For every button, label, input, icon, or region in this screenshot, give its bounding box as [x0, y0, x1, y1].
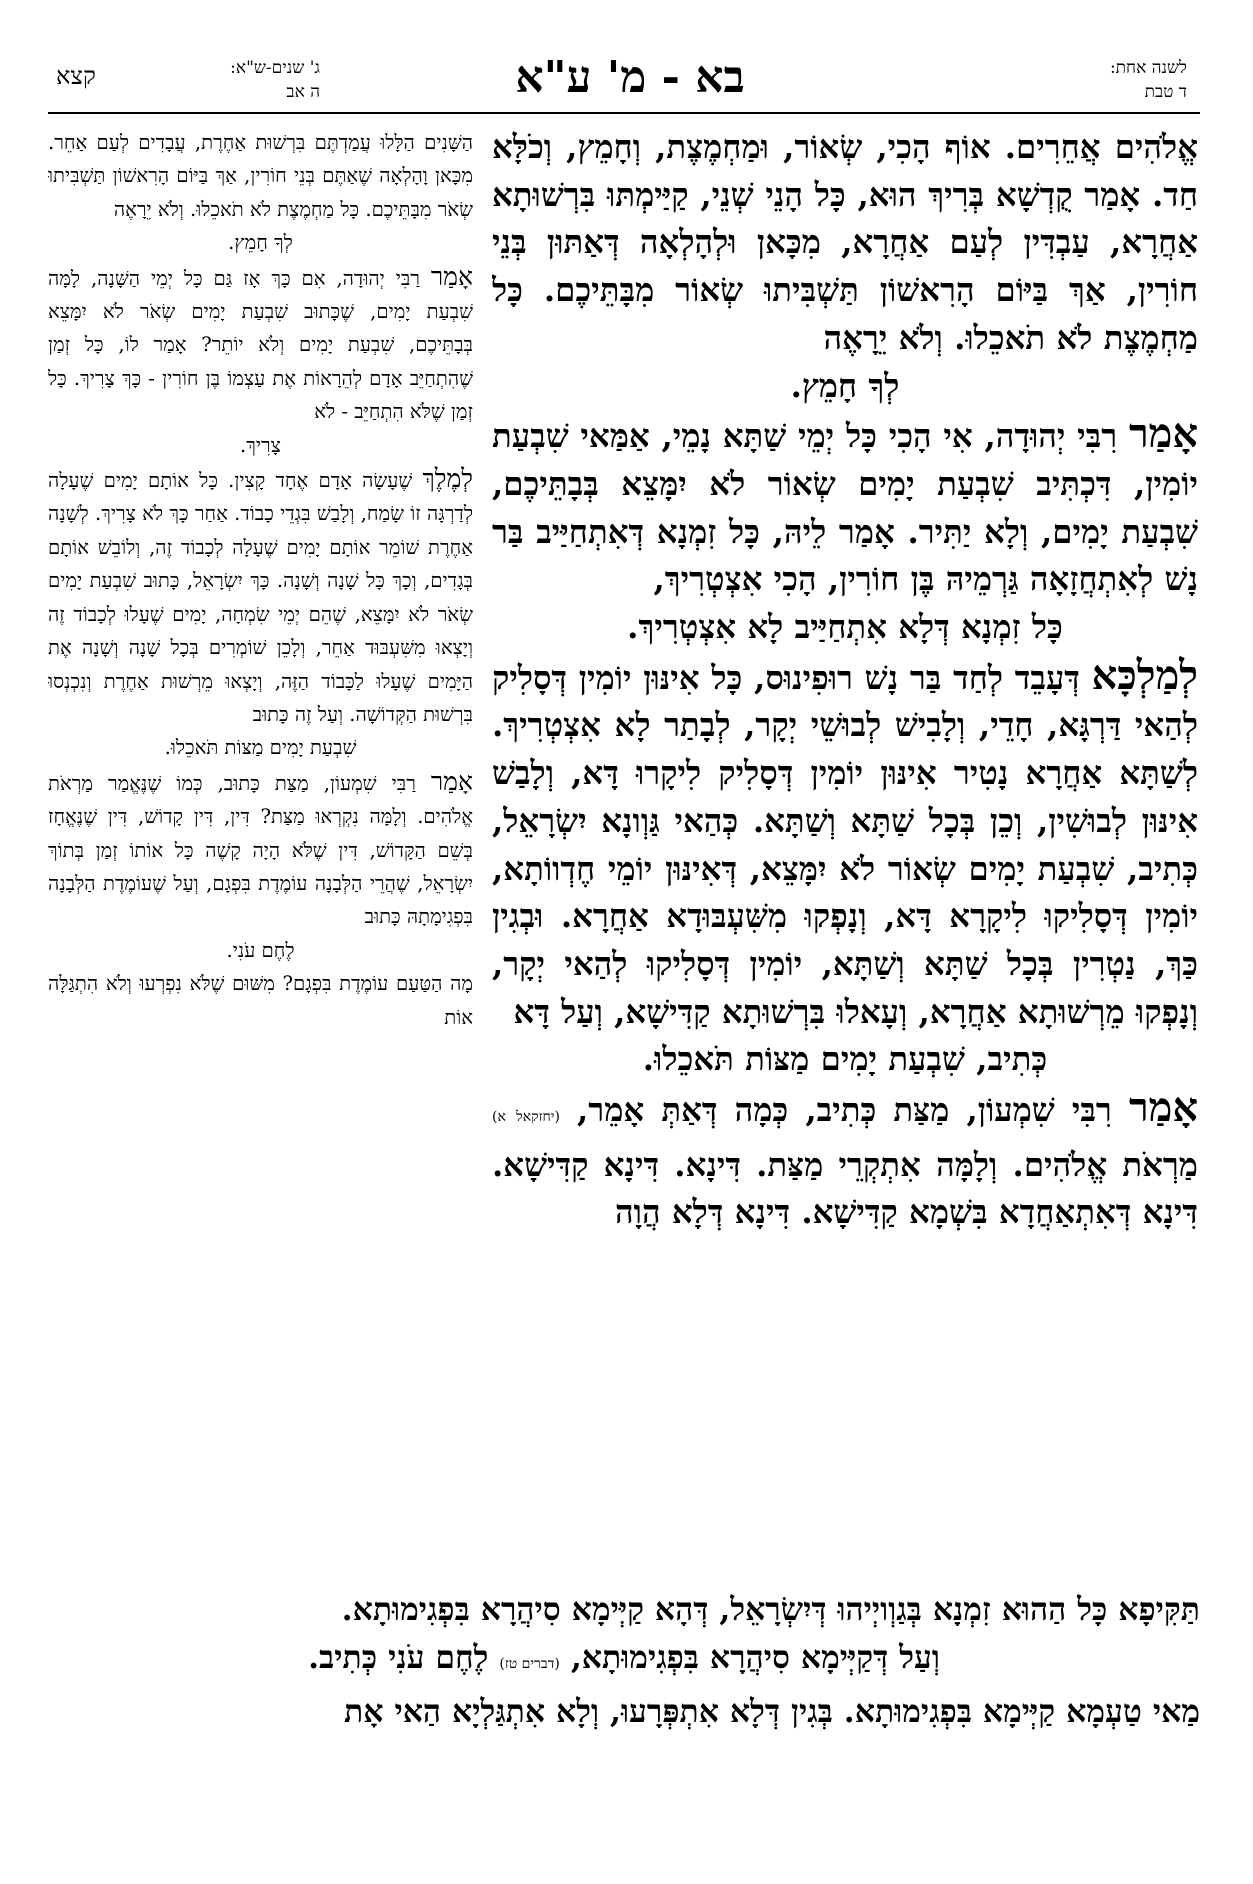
translation-paragraph: הַשָּׁנִים הַלָּלוּ עֲמַדְתֶּם בִּרְשׁוּת אַחֶרֶת, עֲבָדִים לְעַם אַחֵר. מִכָּאן וָהָלְאָה שֶׁאַתֶּם בְּנֵי חוֹרִין, אַךְ בַּיּוֹם הָרִאשׁוֹן תַּשְׁבִּיתוּ שְׂאֹר מִבָּתֵּיכֶם. כָּל מַחְמֶצֶת לֹא תֹאכֵלוּ. וְלֹא יֵרָאֶה	[48, 131, 473, 221]
lead-word: לְמֶלֶךְ	[422, 464, 473, 494]
translation-paragraph-end: לֶחֶם עֹנִי.	[226, 938, 295, 962]
translation-paragraph: אָמַר רַבִּי שִׁמְעוֹן, מַצַּת כָּתוּב, כְּמוֹ שֶׁנֶּאֱמַר מַרְאֹת אֱלֹהִים. וְלָמָּה נִקְרְאוּ מַצַּת? דִּין, דִּין קָדוֹשׁ, דִּין שֶׁנֶּאֱחָז בְּשֵׁם הַקָּדוֹשׁ, דִּין שֶׁלֹּא הָיָה קָשֶׁה כָּל אוֹתוֹ זְמַן בְּתוֹךְ יִשְׂרָאֵל, שֶׁהֲרֵי הַלְּבָנָה עוֹמֶדֶת בִּפְגָם, וְעַל שֶׁעוֹמֶדֶת הַלְּבָנָה בִּפְגִימָתָהּ כָּתוּב	[48, 766, 473, 929]
translation-paragraph-end: שִׁבְעַת יָמִים מַצּוֹת תֹּאכֵלוּ.	[164, 736, 357, 760]
translation-paragraph: אָמַר רַבִּי יְהוּדָה, אִם כָּךְ אָז גַּם כָּל יְמֵי הַשָּׁנָה, לָמָּה שִׁבְעַת יָמִים, שֶׁכָּתוּב שִׁבְעַת יָמִים שְׂאֹר לֹא יִמָּצֵא בְּבָתֵּיכֶם, שִׁבְעַת יָמִים וְלֹא יוֹתֵר? אָמַר לוֹ, כָּל זְמַן שֶׁהִתְחַיֵּב אָדָם לְהֵרָאוֹת אֶת עַצְמוֹ בֶּן חוֹרִין - כָּךְ צָרִיךְ. כָּל זְמַן שֶׁלֹּא הִתְחַיֵּב - לֹא	[48, 261, 473, 424]
main-paragraph-end: כְּתִיב, שִׁבְעַת יָמִים מַצּוֹת תֹּאכֵלוּ.	[642, 1040, 1048, 1079]
page-number: קצא	[56, 62, 96, 90]
header-right-info	[967, 56, 1187, 110]
main-paragraph-end: כָּל זִמְנָא דְּלָא אִתְחַיַּיב לָא אִצְטְרִיךְ.	[627, 608, 1063, 647]
main-paragraph: לְמַלְכָּא דְּעָבֵד לְחַד בַּר נָשׁ רוּפִינוּס, כָּל אִינּוּן יוֹמִין דְּסָלִיק לְהַאי דַּרְגָּא, חָדֵי, וְלָבִישׁ לְבוּשֵׁי יְקָר, לְבָתַר לָא אִצְטְרִיךְ. לְשַׁתָּא אַחֲרָא נָטִיר אִינּוּן יוֹמִין דְּסָלִיק לִיקָרוּ דָּא, וְלָבַשׁ אִינּוּן לְבוּשִׁין, וְכֵן בְּכָל שַׁתָּא וְשַׁתָּא. כְּהַאי גַּוְונָא יִשְׂרָאֵל, כְּתִיב, שִׁבְעַת יָמִים שְׂאוֹר לֹא יִמָּצֵא, דְּאִינּוּן יוֹמֵי חֶדְווֹתָא, יוֹמִין דְּסָלִיקוּ לִיקָרָא דָּא, וְנָפְקוּ מִשִּׁעְבּוּדָא אַחֲרָא. וּבְגִין כַּךְ, נַטְרִין בְּכָל שַׁתָּא וְשַׁתָּא, יוֹמִין דְּסָלִיקוּ לְהַאי יְקָר, וְנָפְקוּ מֵרְשׁוּתָא אַחֲרָא, וְעָאלוּ בִּרְשׁוּתָא קַדִּישָׁא, וְעַל דָּא	[492, 651, 1198, 1031]
translation-paragraph: מָה הַטַּעַם עוֹמֶדֶת בִּפְגָם? מִשּׁוּם שֶׁלֹּא נִפְרְעוּ וְלֹא הִתְגַּלָּה אוֹת	[48, 972, 473, 1029]
header-three-years-label: ג' שנים-ש"א:	[230, 58, 320, 78]
header-one-year-label: לשנה אחת:	[1109, 58, 1187, 78]
header-divider	[48, 112, 1200, 114]
main-text-column	[492, 124, 1198, 1584]
lead-word: אָמַר	[1128, 410, 1198, 458]
source-reference: (דברים טז)	[499, 1656, 560, 1672]
translation-paragraph-end: לְךָ חָמֵץ.	[228, 231, 293, 255]
bottom-line: מַאי טַעְמָא קַיְּימָא בִּפְגִימוּתָא. בְּגִין דְּלָא אִתְפְּרָעוּ, וְלָא אִתְגַּלְיָא הַאי אָת	[344, 1693, 1200, 1730]
bottom-line: תַּקִּיפָא כָּל הַהוּא זִמְנָא בְּגַוְויְיהוּ דְּיִשְׂרָאֵל, דְּהָא קַיְּימָא סִיהֲרָא בִּפְגִימוּתָא.	[341, 1591, 1200, 1628]
main-paragraph: אָמַר רִבִּי יְהוּדָה, אִי הָכִי כָּל יְמֵי שַׁתָּא נָמֵי, אַמַּאי שִׁבְעַת יוֹמִין, דִּכְתִּיב שִׁבְעַת יָמִים שְׂאוֹר לֹא יִמָּצֵא בְּבָתֵּיכֶם, שִׁבְעַת יָמִים, וְלָא יַתִּיר. אָמַר לֵיהּ, כָּל זִמְנָא דְּאִתְחַיַּיב בַּר נָשׁ לְאִתְחֲזָאָה גַּרְמֵיהּ בֶּן חוֹרִין, הָכִי אִצְטְרִיךְ,	[492, 410, 1198, 599]
translation-paragraph: לְמֶלֶךְ שֶׁעָשָׂה אָדָם אֶחָד קָצִין. כָּל אוֹתָם יָמִים שֶׁעָלָה לְדַרְגָּה זוֹ שָׂמַח, וְלָבַשׁ בִּגְדֵי כָבוֹד. אַחַר כָּךְ לֹא צָרִיךְ. לְשָׁנָה אַחֶרֶת שׁוֹמֵר אוֹתָם יָמִים שֶׁעָלָה לְכָבוֹד זֶה, וְלוֹבֵשׁ אוֹתָם בְּגָדִים, וְכָךְ כָּל שָׁנָה וְשָׁנָה. כָּךְ יִשְׂרָאֵל, כָּתוּב שִׁבְעַת יָמִים שְׂאֹר לֹא יִמָּצֵא, שֶׁהֵם יְמֵי שִׂמְחָה, יָמִים שֶׁעָלוּ לְכָבוֹד זֶה וְיָצְאוּ מִשִּׁעְבּוּד אַחֵר, וְלָכֵן שׁוֹמְרִים בְּכָל שָׁנָה וְשָׁנָה אֶת הַיָּמִים שֶׁעָלוּ לַכָּבוֹד הַזֶּה, וְיָצְאוּ מֵרְשׁוּת אַחֶרֶת וְנִכְנְסוּ בִּרְשׁוּת הַקְּדוֹשָׁה. וְעַל זֶה כָּתוּב	[48, 464, 473, 726]
page-title: בא - מ' ע"א	[515, 52, 745, 103]
header-left-info	[120, 56, 320, 110]
main-paragraph: אָמַר רִבִּי שִׁמְעוֹן, מַצַּת כְּתִיב, כְּמָה דְּאַתְּ אָמֵר, (יחזקאל א) מַרְאֹת אֱלֹהִים. וְלָמָּה אִתְקְרֵי מַצַּת. דִּינָא. דִּינָא קַדִּישָׁא. דִּינָא דְּאִתְאַחֲדָא בִּשְׁמָא קַדִּישָׁא. דִּינָא דְּלָא הֲוָה	[492, 1084, 1198, 1232]
lead-word: לְמַלְכָּא	[1091, 651, 1198, 699]
header-date-tevet: ד טבת	[1144, 82, 1187, 102]
lead-word: אָמַר	[1128, 1084, 1198, 1132]
source-reference: (יחזקאל א)	[492, 1109, 560, 1126]
translation-column	[48, 126, 473, 1586]
lead-word: אָמַר	[430, 766, 473, 796]
translation-paragraph-end: צָרִיךְ.	[240, 433, 281, 457]
main-paragraph-end: לְךָ חָמֵץ.	[790, 366, 900, 405]
main-paragraph: אֱלֹהִים אֲחֵרִים. אוֹף הָכִי, שְׂאוֹר, וּמַחְמֶצֶת, וְחָמֵץ, וְכֹלָּא חַד. אָמַר קֻדְשָׁא בְּרִיךְ הוּא, כָּל הָנֵי שְׁנֵי, קַיַּימְתּוּ בִּרְשׁוּתָא אַחֲרָא, עַבְדִּין לְעַם אַחֲרָא, מִכָּאן וּלְהָלְאָה דְּאַתּוּן בְּנֵי חוֹרִין, אַךְ בַּיּוֹם הָרִאשׁוֹן תַּשְׁבִּיתוּ שְׂאוֹר מִבָּתֵּיכֶם. כָּל מַחְמֶצֶת לֹא תֹאכֵלוּ. וְלֹא יֵרָאֶה	[492, 128, 1198, 357]
header-date-av: ה אב	[286, 82, 320, 102]
bottom-line-centered: וְעַל דְּקַיְּימָא סִיהֲרָא בִּפְגִימוּתָא, (דברים טז) לֶחֶם עֹנִי כְּתִיב.	[308, 1639, 940, 1676]
lead-word: אָמַר	[430, 261, 473, 291]
bottom-text	[48, 1586, 1200, 1736]
